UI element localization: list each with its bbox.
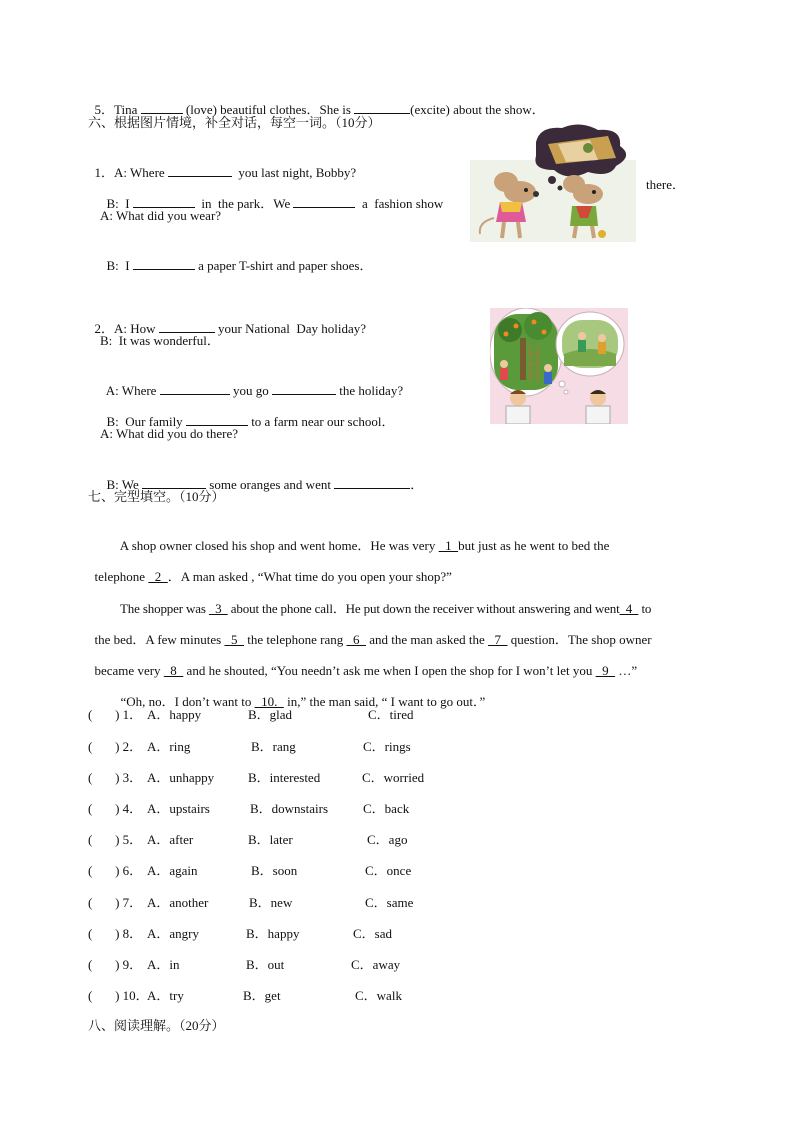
dialogue-text: A: How — [114, 321, 159, 336]
option-c[interactable]: C．sad — [353, 926, 393, 941]
farm-holiday-image — [490, 308, 628, 424]
section-heading: 七、完型填空。（10分） — [88, 489, 225, 504]
blank-number: 9 — [595, 663, 616, 678]
option-a[interactable]: A．try — [147, 988, 184, 1003]
option-b[interactable]: B．interested — [248, 770, 321, 785]
dialogue-text: you go — [229, 383, 272, 398]
dialogue-text: there． — [646, 177, 685, 192]
option-c[interactable]: C．tired — [368, 707, 414, 722]
answer-blank[interactable] — [141, 100, 183, 114]
dialogue-text: ． — [410, 477, 424, 492]
passage-text: and he shouted, “You needn’t ask me when I open the shop for I won’t let you — [183, 663, 596, 678]
dialogue-line: A: What did you wear? — [100, 208, 222, 223]
passage-text: about the phone call．He put down the receiver without answering and went — [227, 601, 620, 616]
dialogue-text: to a farm near our school． — [247, 414, 395, 429]
option-a[interactable]: A．ring — [147, 739, 191, 754]
answer-bracket[interactable]: ( ) 4． — [88, 801, 143, 816]
answer-blank[interactable] — [186, 412, 248, 426]
option-c[interactable]: C．walk — [355, 988, 402, 1003]
section-heading: 八、阅读理解。（20分） — [88, 1018, 225, 1033]
question-number: 1． — [94, 165, 115, 180]
passage-text: became very — [94, 663, 164, 678]
option-a[interactable]: A．unhappy — [147, 770, 215, 785]
answer-bracket[interactable]: ( ) 9． — [88, 957, 143, 972]
option-a[interactable]: A．angry — [147, 926, 199, 941]
section-heading: 六、根据图片情境，补全对话，每空一词。（10分） — [88, 115, 381, 130]
blank-number: 6 — [346, 632, 366, 647]
dialogue-text: B: I — [106, 258, 133, 273]
option-b[interactable]: B．get — [243, 988, 281, 1003]
option-c[interactable]: C．once — [365, 863, 412, 878]
option-a[interactable]: A．after — [147, 832, 194, 847]
passage-text: ．A man asked , “What time do you open your shop?” — [167, 569, 452, 584]
option-c[interactable]: C．rings — [363, 739, 411, 754]
option-a[interactable]: A．in — [147, 957, 180, 972]
fashion-show-mice-image — [470, 122, 636, 242]
passage-text: and the man asked the — [366, 632, 489, 647]
option-a[interactable]: A．another — [147, 895, 209, 910]
question-text: (excite) about the show． — [410, 102, 545, 117]
dialogue-text: some oranges and went — [206, 477, 335, 492]
blank-number: 10. — [254, 694, 284, 709]
blank-number: 4 — [619, 601, 639, 616]
dialogue-line — [100, 238, 373, 275]
answer-blank[interactable] — [272, 381, 336, 395]
blank-number: 7 — [488, 632, 508, 647]
dialogue-text: A: Where — [105, 383, 160, 398]
blank-number: 5 — [224, 632, 244, 647]
answer-bracket[interactable]: ( ) 2． — [88, 739, 143, 754]
answer-bracket[interactable]: ( ) 8． — [88, 926, 143, 941]
blank-number: 3 — [208, 601, 228, 616]
answer-blank[interactable] — [334, 475, 410, 489]
answer-bracket[interactable]: ( ) 10． — [88, 988, 149, 1003]
option-c[interactable]: C．same — [365, 895, 414, 910]
dialogue-text: you last night, Bobby? — [231, 165, 357, 180]
answer-blank[interactable] — [160, 381, 230, 395]
answer-bracket[interactable]: ( ) 1． — [88, 707, 143, 722]
option-b[interactable]: B．glad — [248, 707, 293, 722]
option-b[interactable]: B．soon — [251, 863, 298, 878]
answer-blank[interactable] — [168, 163, 232, 177]
dialogue-text: B: We — [106, 477, 143, 492]
answer-blank[interactable] — [354, 100, 410, 114]
passage-text: telephone — [94, 569, 149, 584]
answer-bracket[interactable]: ( ) 3． — [88, 770, 143, 785]
passage-text: …” — [615, 663, 638, 678]
option-a[interactable]: A．happy — [147, 707, 202, 722]
option-b[interactable]: B．happy — [246, 926, 300, 941]
blank-number: 2 — [148, 569, 168, 584]
answer-blank[interactable] — [133, 194, 195, 208]
option-b[interactable]: B．rang — [251, 739, 296, 754]
question-number: 2． — [94, 321, 115, 336]
option-b[interactable]: B．new — [249, 895, 293, 910]
dialogue-text: the holiday? — [335, 383, 404, 398]
dialogue-line: B: It was wonderful． — [100, 333, 220, 348]
passage-text: but just as he went to bed the — [458, 538, 610, 553]
dialogue-text: in the park．We — [194, 196, 294, 211]
dialogue-text: your National Day holiday? — [214, 321, 367, 336]
answer-bracket[interactable]: ( ) 7． — [88, 895, 143, 910]
passage-text: in,” the man said, “ I want to go out．” — [283, 694, 486, 709]
option-c[interactable]: C．ago — [367, 832, 408, 847]
cloze-passage-line — [88, 550, 452, 586]
question-text: Tina — [114, 102, 141, 117]
blank-number: 8 — [163, 663, 184, 678]
answer-bracket[interactable]: ( ) 5． — [88, 832, 143, 847]
option-c[interactable]: C．worried — [362, 770, 425, 785]
dialogue-line: A: What did you do there? — [100, 426, 239, 441]
option-c[interactable]: C．away — [351, 957, 401, 972]
passage-text: question．The shop owner — [507, 632, 652, 647]
question-text: (love) beautiful clothes．She is — [182, 102, 355, 117]
passage-text: A shop owner closed his shop and went home．He was very — [119, 538, 439, 553]
passage-text: the telephone rang — [243, 632, 347, 647]
answer-blank[interactable] — [142, 475, 206, 489]
answer-blank[interactable] — [293, 194, 355, 208]
option-a[interactable]: A．again — [147, 863, 198, 878]
option-a[interactable]: A．upstairs — [147, 801, 210, 816]
answer-blank[interactable] — [133, 256, 195, 270]
dialogue-text: a paper T-shirt and paper shoes． — [194, 258, 373, 273]
dialogue-text: B: I — [106, 196, 133, 211]
option-b[interactable]: B．later — [248, 832, 293, 847]
passage-text: to — [638, 601, 652, 616]
dialogue-text: B: Our family — [106, 414, 186, 429]
blank-number: 1 — [438, 538, 459, 553]
option-c[interactable]: C．back — [363, 801, 410, 816]
passage-text: The shopper was — [119, 601, 209, 616]
dialogue-text: a fashion show — [355, 196, 444, 211]
answer-blank[interactable] — [159, 319, 215, 333]
passage-text: “Oh, no．I don’t want to — [120, 694, 255, 709]
question-number: 5． — [94, 102, 115, 117]
dialogue-text: A: Where — [114, 165, 168, 180]
option-b[interactable]: B．downstairs — [250, 801, 329, 816]
answer-bracket[interactable]: ( ) 6． — [88, 863, 143, 878]
passage-text: the bed．A few minutes — [94, 632, 225, 647]
option-b[interactable]: B．out — [246, 957, 285, 972]
